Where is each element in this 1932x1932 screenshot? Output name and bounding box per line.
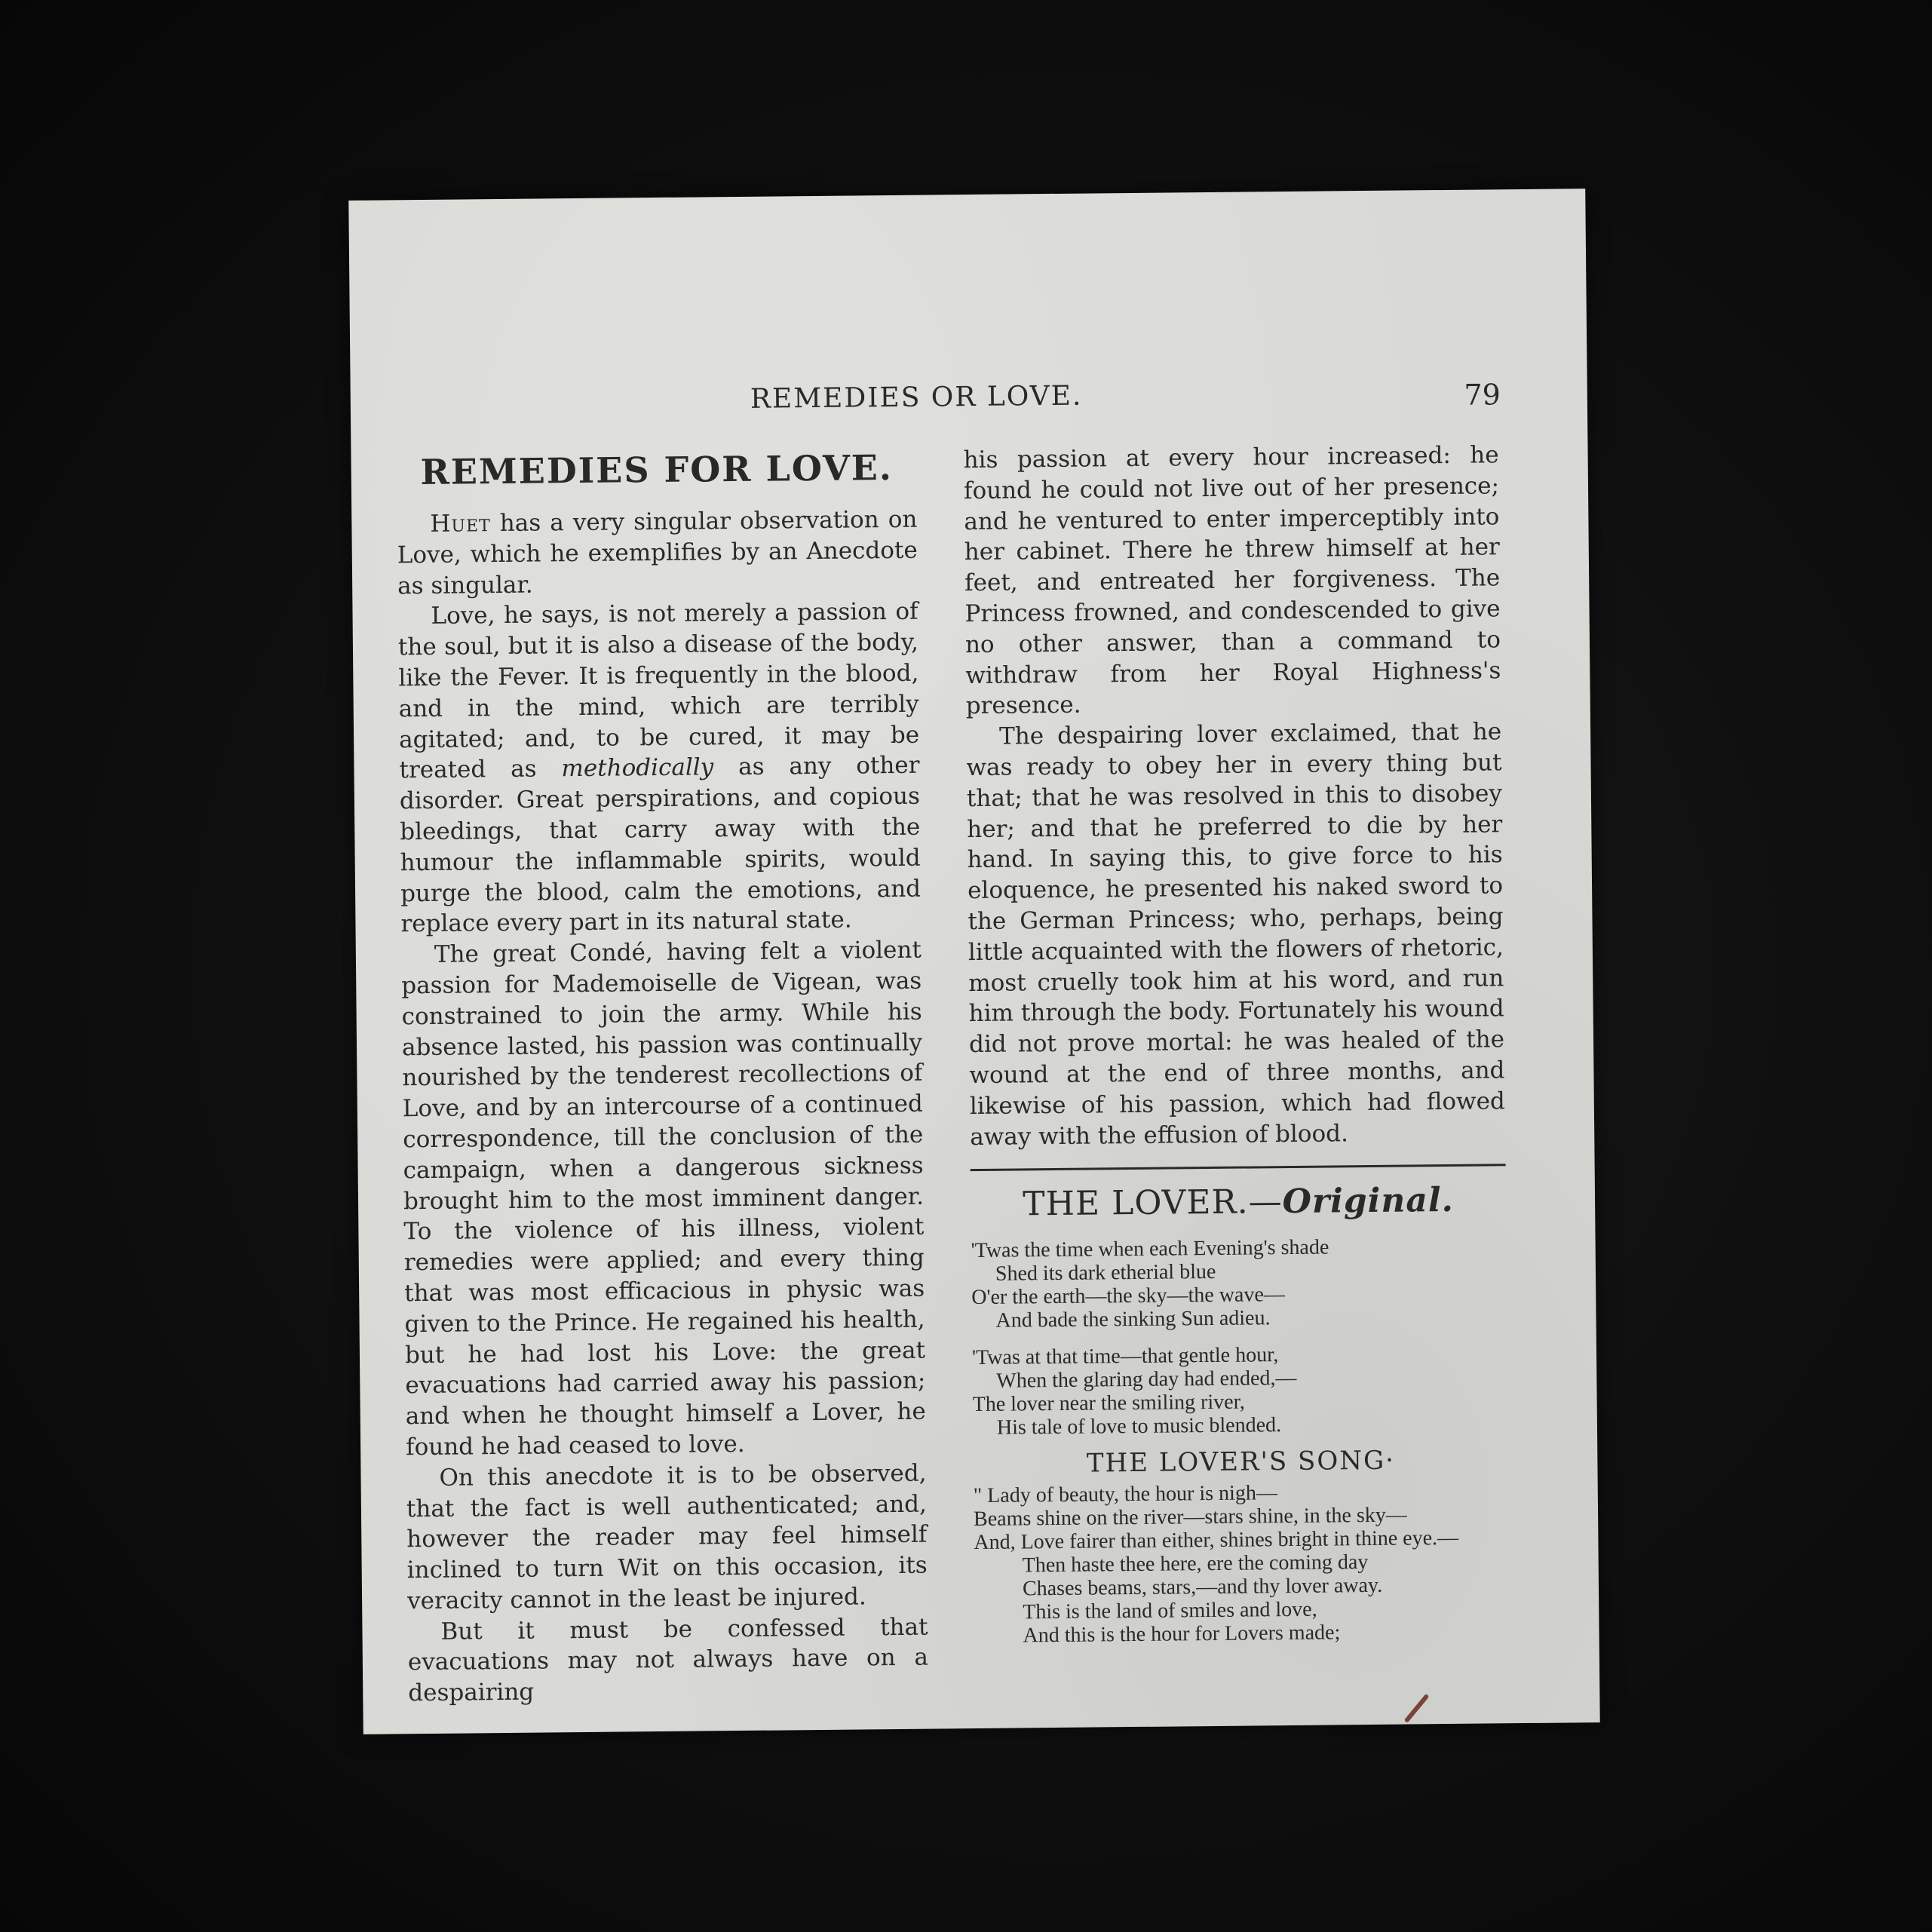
song-line: And, Love fairer than either, shines bright in thine eye.— bbox=[974, 1526, 1459, 1555]
emphasis-methodically: methodically bbox=[561, 753, 714, 783]
stanza-2 bbox=[972, 1342, 1508, 1440]
poem-line: 'Twas the time when each Evening's shade bbox=[971, 1235, 1329, 1263]
poem-title-subtitle: Original. bbox=[1282, 1181, 1455, 1222]
poem-title-main: THE LOVER.— bbox=[1023, 1182, 1283, 1224]
song-stanza bbox=[974, 1480, 1510, 1648]
song-line: " Lady of beauty, the hour is nigh— bbox=[973, 1481, 1278, 1508]
paragraph-2-text-b: as any other disorder. Great perspirations, and copious bleedings, that carry away with the humour the inflammable spirits, would purge the blood, calm the emotions, and replace every part in its natural state. bbox=[399, 752, 922, 938]
paragraph-1-text: has a very singular observation on Love, which he exemplifies by an Anecdote as singular. bbox=[397, 505, 918, 600]
pen-mark bbox=[1404, 1694, 1430, 1723]
song-title: THE LOVER'S SONG· bbox=[1086, 1446, 1396, 1479]
stanza-1 bbox=[971, 1234, 1507, 1333]
poem-line: O'er the earth—the sky—the wave— bbox=[971, 1283, 1285, 1310]
paragraph-6: his passion at every hour increased: he found he could not live out of her presence; and he ventured to enter imperceptibly into her cabinet. There he threw himself at her feet, and entreated her forgiveness. The Princess frowned, and condescended to give no other answer, than a command to withdraw from her Royal Highness's presence. bbox=[963, 441, 1501, 720]
paragraph-1 bbox=[397, 504, 918, 602]
poem bbox=[971, 1234, 1510, 1648]
poem-line: Shed its dark etherial blue bbox=[995, 1260, 1216, 1286]
poem-title bbox=[971, 1180, 1506, 1226]
author-name: Huet bbox=[430, 510, 491, 538]
song-line: This is the land of smiles and love, bbox=[1023, 1598, 1317, 1624]
page-number: 79 bbox=[1464, 378, 1501, 412]
poem-line: The lover near the smiling river, bbox=[972, 1390, 1245, 1417]
right-column bbox=[963, 440, 1510, 1661]
running-title: REMEDIES OR LOVE. bbox=[750, 380, 1083, 415]
book-page bbox=[348, 189, 1599, 1734]
left-column bbox=[396, 446, 928, 1710]
poem-line: And bade the sinking Sun adieu. bbox=[995, 1306, 1271, 1333]
poem-line: His tale of love to music blended. bbox=[996, 1413, 1282, 1440]
paragraph-4: On this anecdote it is to be observed, that the fact is well authenticated; and, however the reader may feel himself inclined to turn Wit on this occasion, its veracity cannot in the least be injured. bbox=[406, 1459, 928, 1615]
running-head bbox=[351, 376, 1587, 425]
paragraph-2 bbox=[397, 596, 921, 940]
song-line: And this is the hour for Lovers made; bbox=[1023, 1621, 1341, 1648]
poem-line: When the glaring day had ended,— bbox=[996, 1366, 1297, 1394]
song-line: Chases beams, stars,—and thy lover away. bbox=[1022, 1574, 1383, 1601]
article-title: REMEDIES FOR LOVE. bbox=[420, 447, 894, 493]
paragraph-5: But it must be confessed that evacuations may not always have on a despairing bbox=[407, 1613, 929, 1707]
paragraph-2-text-a: Love, he says, is not merely a passion of the soul, but it is also a disease of the body, like the Fever. It is frequently in the blood, and in the mind, which are terribly agitated; and, to be cured, it may be treated as bbox=[397, 598, 920, 784]
paragraph-3: The great Condé, having felt a violent passion for Mademoiselle de Vigean, was constrained to join the army. While his absence lasted, his passion was continually nourished by the tenderest recollections of Love, and by an intercourse of a continued correspondence, till the conclusion of the campaign, when a dangerous sickness brought him to the most imminent danger. To the violence of his illness, violent remedies were applied; and every thing that was most efficacious in physic was given to the Prince. He regained his health, but he had lost his Love: the great evacuations had carried away his passion; and when he thought himself a Lover, he found he had ceased to love. bbox=[401, 936, 926, 1461]
song-line: Beams shine on the river—stars shine, in the sky— bbox=[973, 1503, 1407, 1532]
song-line: Then haste thee here, ere the coming day bbox=[1022, 1550, 1369, 1578]
paragraph-7: The despairing lover exclaimed, that he was ready to obey her in every thing but that; that he was resolved in this to disobey her; and that he preferred to die by her hand. In saying this, to give force to his eloquence, he presented his naked sword to the German Princess; who, perhaps, being little acquainted with the flowers of rhetoric, most cruelly took him at his word, and run him through the body. Fortunately his wound did not prove mortal: he was healed of the wound at the end of three months, and likewise of his passion, which had flowed away with the effusion of blood. bbox=[966, 718, 1505, 1151]
section-rule bbox=[971, 1164, 1506, 1172]
poem-line: 'Twas at that time—that gentle hour, bbox=[971, 1343, 1279, 1370]
